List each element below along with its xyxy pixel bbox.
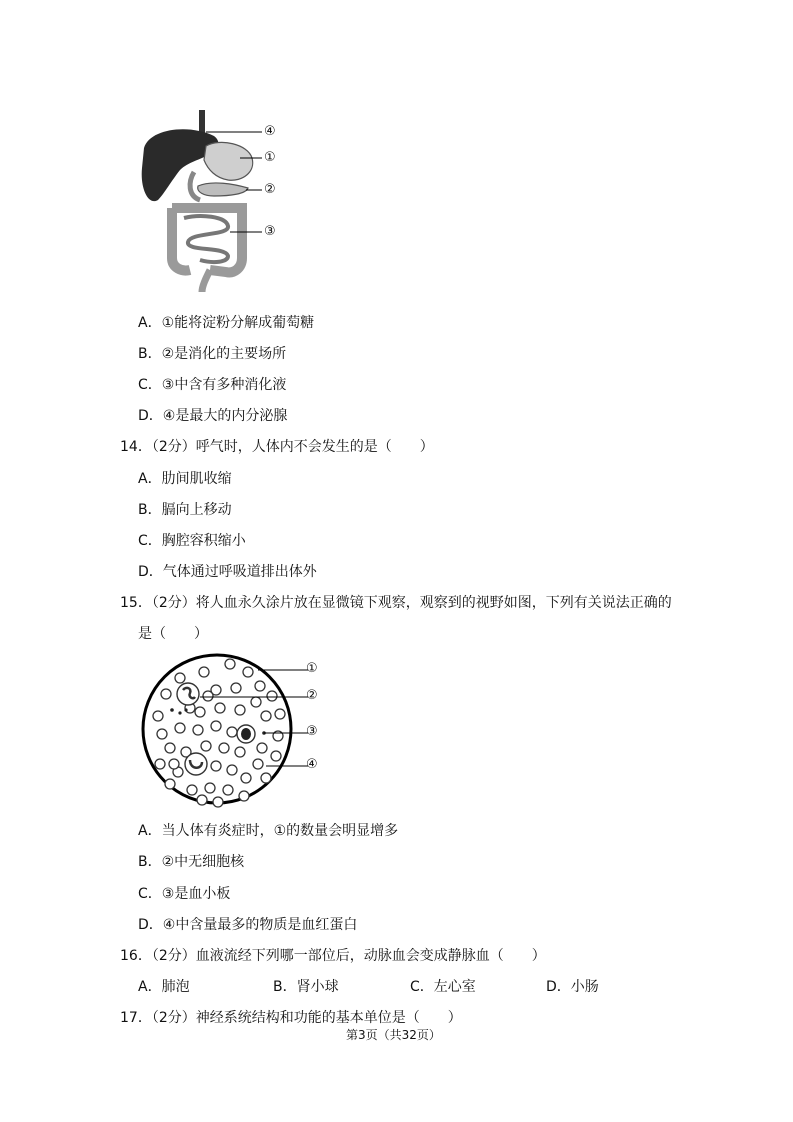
red-blood-cell <box>267 691 277 701</box>
red-blood-cell <box>241 773 251 783</box>
figure-label-1: ① <box>264 150 276 165</box>
figure-label-3: ③ <box>264 224 276 239</box>
q14-option-a[interactable]: A．肋间肌收缩 <box>138 471 232 487</box>
q16-option-b[interactable]: B．肾小球 <box>273 979 339 995</box>
q14-option-b[interactable]: B．膈向上移动 <box>138 502 232 518</box>
red-blood-cell <box>199 667 209 677</box>
red-blood-cell <box>211 761 221 771</box>
q16-option-a[interactable]: A．肺泡 <box>138 979 190 995</box>
red-blood-cell <box>251 697 261 707</box>
red-blood-cell <box>243 667 253 677</box>
red-blood-cell <box>203 691 213 701</box>
page-footer: 第3页（共32页） <box>346 1028 441 1042</box>
red-blood-cell <box>195 707 205 717</box>
red-blood-cell <box>175 673 185 683</box>
q15-option-d[interactable]: D．④中含量最多的物质是血红蛋白 <box>138 917 358 933</box>
red-blood-cell <box>211 721 221 731</box>
red-blood-cell <box>219 743 229 753</box>
red-blood-cell <box>239 791 249 801</box>
red-blood-cell <box>201 741 211 751</box>
red-blood-cell <box>187 785 197 795</box>
red-blood-cell <box>225 659 235 669</box>
blood-label-3: ③ <box>306 724 318 739</box>
red-blood-cell <box>193 725 203 735</box>
red-blood-cell <box>255 681 265 691</box>
red-blood-cell <box>157 729 167 739</box>
red-blood-cell <box>205 783 215 793</box>
red-blood-cell <box>223 785 233 795</box>
q15-option-c[interactable]: C．③是血小板 <box>138 886 231 902</box>
red-blood-cell <box>261 711 271 721</box>
blood-label-2: ② <box>306 688 318 703</box>
blood-smear-figure <box>140 652 330 812</box>
figure-label-2: ② <box>264 182 276 197</box>
red-blood-cell <box>213 797 223 807</box>
q14-stem: 14．（2分）呼气时，人体内不会发生的是（ ） <box>120 439 434 455</box>
red-blood-cell <box>227 727 237 737</box>
figure-label-4: ④ <box>264 124 276 139</box>
red-blood-cell <box>153 711 163 721</box>
q13-option-b[interactable]: B．②是消化的主要场所 <box>138 346 287 362</box>
red-blood-cell <box>235 705 245 715</box>
red-blood-cell <box>271 751 281 761</box>
red-blood-cell <box>165 743 175 753</box>
red-blood-cell <box>275 709 285 719</box>
red-blood-cell <box>231 683 241 693</box>
blood-label-4: ④ <box>306 757 318 772</box>
q13-option-c[interactable]: C．③中含有多种消化液 <box>138 377 287 393</box>
q14-option-c[interactable]: C．胸腔容积缩小 <box>138 533 246 549</box>
q16-option-d[interactable]: D．小肠 <box>546 979 599 995</box>
q16-option-c[interactable]: C．左心室 <box>410 979 476 995</box>
red-blood-cell <box>197 795 207 805</box>
q15-option-a[interactable]: A．当人体有炎症时，①的数量会明显增多 <box>138 823 399 839</box>
red-blood-cell <box>227 765 237 775</box>
red-blood-cell <box>161 689 171 699</box>
red-blood-cell <box>253 759 263 769</box>
red-blood-cell <box>165 779 175 789</box>
red-blood-cell <box>235 747 245 757</box>
red-blood-cell <box>155 759 165 769</box>
q15-stem-line1: 15．（2分）将人血永久涂片放在显微镜下观察，观察到的视野如图，下列有关说法正确的 <box>120 595 672 611</box>
q16-stem: 16．（2分）血液流经下列哪一部位后，动脉血会变成静脉血（ ） <box>120 948 546 964</box>
q15-stem-line2: 是（ ） <box>138 626 208 642</box>
red-blood-cell <box>175 723 185 733</box>
red-blood-cell <box>257 743 267 753</box>
q15-option-b[interactable]: B．②中无细胞核 <box>138 854 245 870</box>
q17-stem: 17．（2分）神经系统结构和功能的基本单位是（ ） <box>120 1010 462 1026</box>
red-blood-cell <box>261 773 271 783</box>
q13-option-a[interactable]: A．①能将淀粉分解成葡萄糖 <box>138 315 315 331</box>
red-blood-cell <box>215 703 225 713</box>
q13-option-d[interactable]: D．④是最大的内分泌腺 <box>138 408 288 424</box>
blood-label-1: ① <box>306 661 318 676</box>
q14-option-d[interactable]: D．气体通过呼吸道排出体外 <box>138 564 317 580</box>
red-blood-cell <box>169 759 179 769</box>
